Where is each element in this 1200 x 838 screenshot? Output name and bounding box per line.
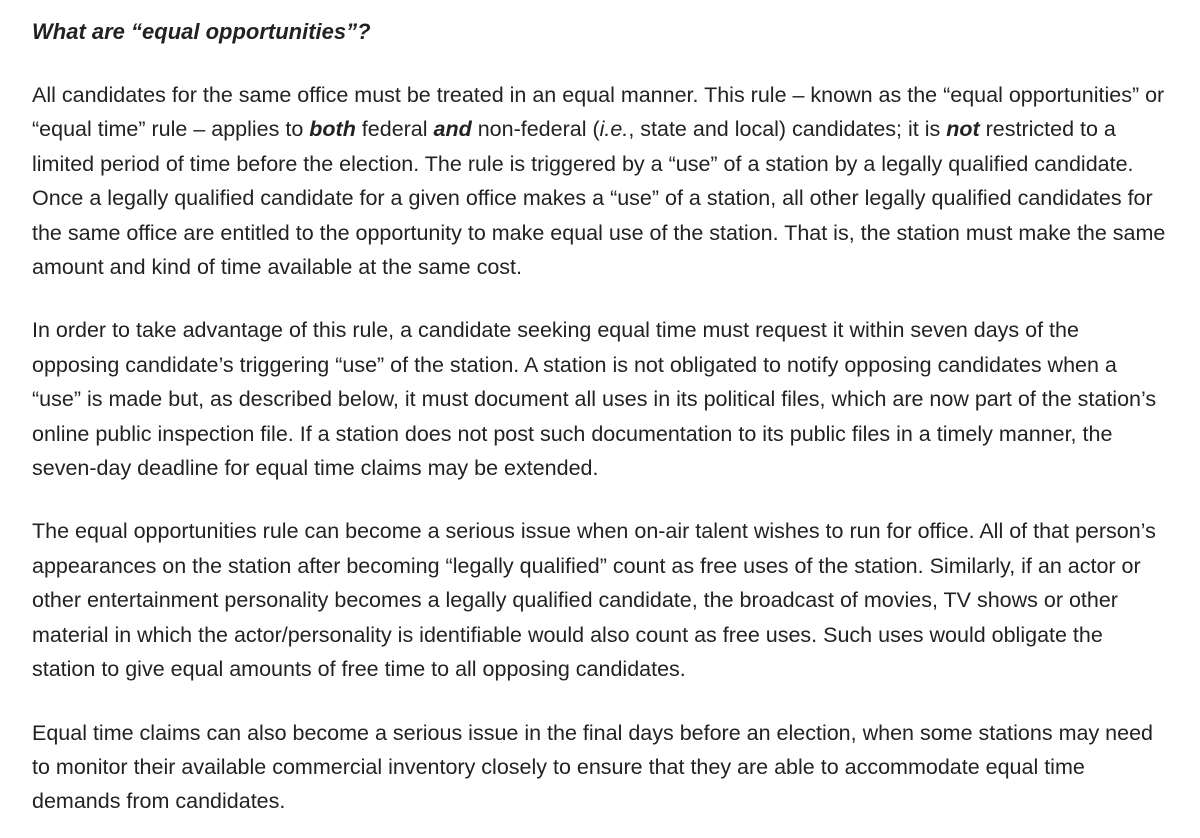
- p1-emphasis-both: both: [309, 117, 356, 142]
- paragraph-final-days: Equal time claims can also become a serious issue in the final days before an election, when some stations may need to monitor their available commercial inventory closely to ensure that they are able to accommodate equal time demands from candidates.: [32, 720, 1153, 814]
- section-heading: What are “equal opportunities”?: [32, 19, 371, 44]
- p1-text-2: federal: [355, 117, 434, 142]
- p1-text-5: restricted to a limited period of time before the election. The rule is triggered by a “use” of a station by a legally qualified candidate. Once a legally qualified candidate for a given office makes a “use” of a station, all other legally qualified candidates for the same office are entitled to the opportunity to make equal use of the station. That is, the station must make the same amount and kind of time available at the same cost.: [32, 117, 1166, 280]
- p1-text-3: non-federal (: [471, 117, 600, 142]
- p1-emphasis-not: not: [946, 117, 980, 142]
- paragraph-equal-opportunities-rule: [32, 78, 1170, 284]
- p1-italic-ie: i.e.: [599, 117, 629, 142]
- p1-text-1: All candidates for the same office must be treated in an equal manner. This rule – known as the “equal opportunities” or “equal time” rule – applies to: [32, 83, 1165, 142]
- paragraph-on-air-talent: The equal opportunities rule can become a serious issue when on-air talent wishes to run for office. All of that person’s appearances on the station after becoming “legally qualified” count as free uses of the station. Similarly, if an actor or other entertainment personality becomes a legally qualified candidate, the broadcast of movies, TV shows or other material in which the actor/personality is identifiable would also count as free uses. Such uses would obligate the station to give equal amounts of free time to all opposing candidates.: [32, 519, 1156, 682]
- p1-emphasis-and: and: [433, 117, 472, 142]
- paragraph-request-deadline: In order to take advantage of this rule, a candidate seeking equal time must request it within seven days of the opposing candidate’s triggering “use” of the station. A station is not obligated to notify opposing candidates when a “use” is made but, as described below, it must document all uses in its political files, which are now part of the station’s online public inspection file. If a station does not post such documentation to its public files in a timely manner, the seven-day deadline for equal time claims may be extended.: [32, 318, 1157, 481]
- p1-text-4: , state and local) candidates; it is: [628, 117, 947, 142]
